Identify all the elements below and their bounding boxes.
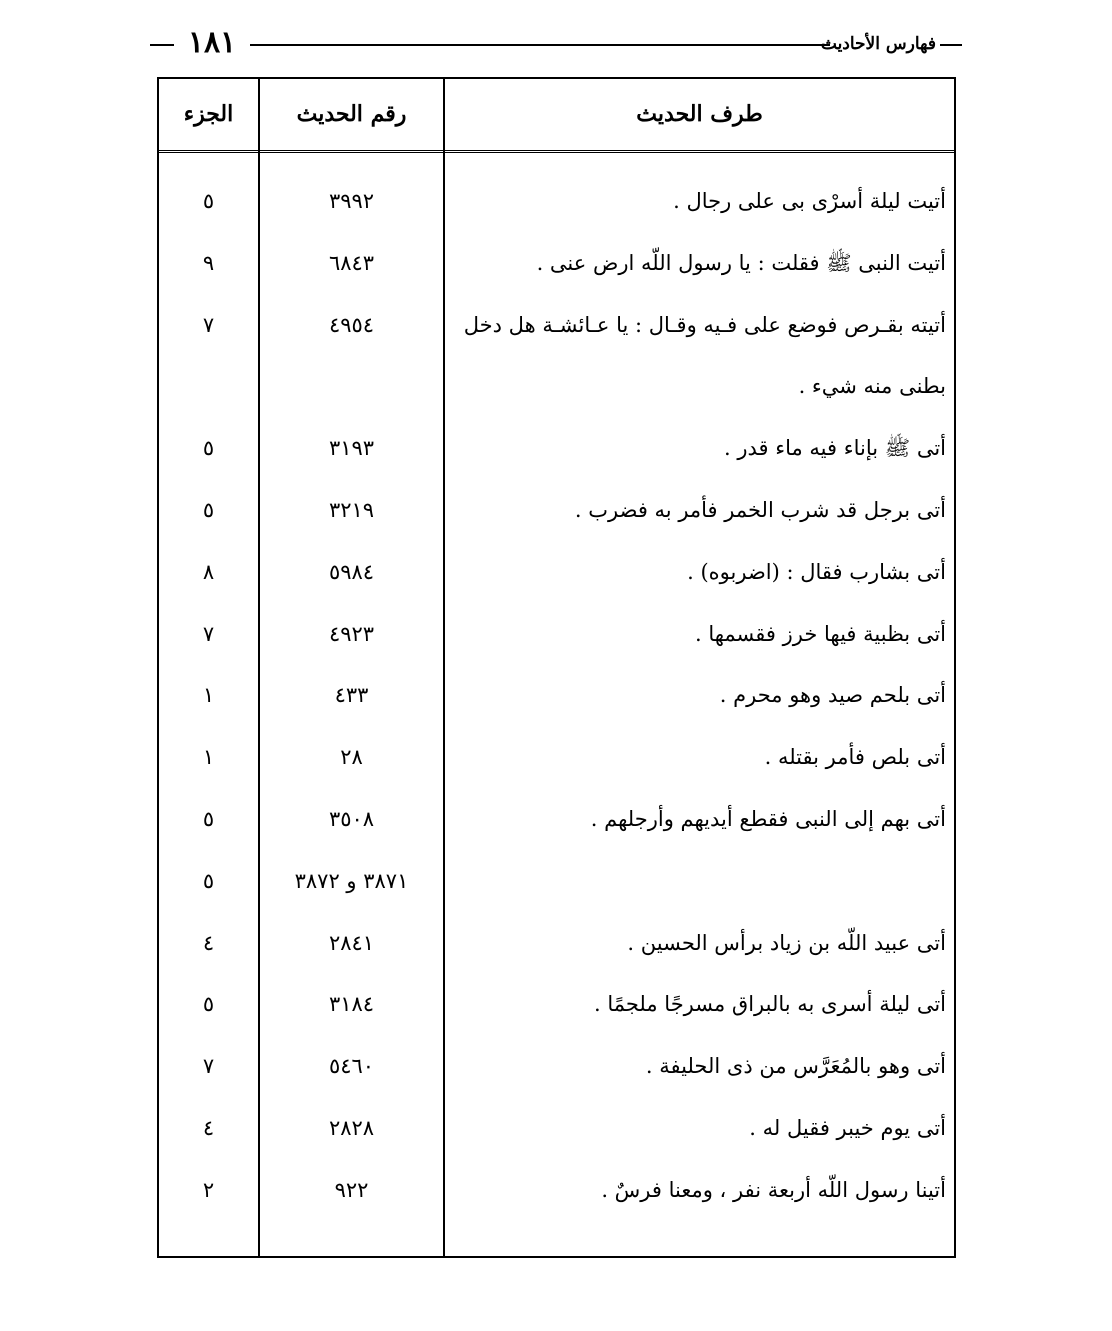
hadith-text-cell: أتى بظبية فيها خرز فقسمها . <box>694 621 946 646</box>
hadith-number-cell: ٢٨٤١ <box>328 930 375 955</box>
table-header-row <box>159 79 954 153</box>
header-rule-left <box>150 44 174 46</box>
hadith-number-cell: ٣٩٩٢ <box>328 189 375 213</box>
hadith-number-cell: ٣١٩٣ <box>328 436 375 461</box>
hadith-number-cell: ٥٩٨٤ <box>328 559 375 584</box>
volume-cell: ٥ <box>202 992 215 1017</box>
hadith-text-cell: أتيت النبى ﷺ فقلت : يا رسول اللّه ارض عنى . <box>536 250 946 275</box>
volume-cell: ٧ <box>202 312 215 337</box>
hadith-number-cell: ٣٨٧١ و ٣٨٧٢ <box>294 868 409 893</box>
table-row <box>159 1160 954 1222</box>
table-row <box>159 171 954 233</box>
hadith-text-cell: أتى بشارب فقال : (اضربوه) . <box>687 559 946 584</box>
table-row <box>159 665 954 727</box>
volume-cell: ٥ <box>202 806 215 831</box>
hadith-number-cell: ٩٢٢ <box>334 1177 369 1202</box>
hadith-number-cell: ٤٣٣ <box>334 683 369 708</box>
hadith-number-cell: ٣٥٠٨ <box>328 806 375 831</box>
hadith-index-table <box>157 77 956 1258</box>
hadith-number-cell: ٥٤٦٠ <box>328 1054 375 1079</box>
table-row <box>159 1036 954 1098</box>
section-title: فهارس الأحاديث <box>820 34 936 54</box>
hadith-text-cell: أتيته بقـرص فوضع على فـيه وقـال : يا عـائشـة هل دخل <box>463 312 946 337</box>
hadith-number-cell: ٤٩٢٣ <box>328 621 375 646</box>
hadith-text-cell: أتى وهو بالمُعَرَّس من ذى الحليفة . <box>645 1054 946 1079</box>
volume-cell: ١ <box>202 745 215 770</box>
table-row <box>159 542 954 604</box>
volume-cell: ٥ <box>202 868 215 893</box>
hadith-text-cell: أتى يوم خيبر فقيل له . <box>749 1115 946 1140</box>
hadith-text-cell: أتينا رسول اللّه أربعة نفر ، ومعنا فرسٌ . <box>601 1177 946 1202</box>
page-number: ١٨١ <box>187 25 237 60</box>
header-rule-right <box>940 44 962 46</box>
volume-cell: ٢ <box>202 1177 215 1202</box>
volume-cell: ١ <box>202 683 215 708</box>
table-row <box>159 604 954 666</box>
hadith-number-cell <box>260 356 443 418</box>
volume-cell: ٥ <box>202 436 215 461</box>
hadith-text-cell: أتى ليلة أسرى به بالبراق مسرجًا ملجمًا . <box>593 992 946 1017</box>
hadith-number-cell: ٢٨ <box>340 745 363 770</box>
column-header-hadith-number: رقم الحديث <box>296 101 407 127</box>
volume-cell: ٤ <box>202 1115 215 1140</box>
hadith-number-cell: ٣٢١٩ <box>328 497 375 522</box>
hadith-text-cell: أتى بهم إلى النبى فقطع أيديهم وأرجلهم . <box>590 806 946 831</box>
hadith-text-cell: أتى برجل قد شرب الخمر فأمر به فضرب . <box>574 497 946 522</box>
hadith-number-cell: ٢٨٢٨ <box>328 1115 375 1140</box>
column-header-volume: الجزء <box>183 101 234 127</box>
table-row <box>159 913 954 975</box>
hadith-text-cell: أتى بلص فأمر بقتله . <box>764 745 946 770</box>
table-row <box>159 789 954 851</box>
hadith-text-cell: أتيت ليلة أسرْى بى على رجال . <box>673 189 946 213</box>
column-header-hadith-text: طرف الحديث <box>636 101 763 127</box>
table-row <box>159 480 954 542</box>
volume-cell: ٧ <box>202 1054 215 1079</box>
volume-cell: ٩ <box>202 250 215 275</box>
volume-cell: ٥ <box>202 189 215 213</box>
table-row <box>159 295 954 357</box>
header-rule-middle <box>250 44 830 46</box>
volume-cell: ٨ <box>202 559 215 584</box>
hadith-number-cell: ٣١٨٤ <box>328 992 375 1017</box>
table-row <box>159 851 954 913</box>
running-header <box>150 26 962 60</box>
hadith-text-cell: بطنى منه شيء . <box>798 374 946 399</box>
hadith-text-cell: أتى ﷺ بإناء فيه ماء قدر . <box>724 436 946 461</box>
volume-cell: ٧ <box>202 621 215 646</box>
volume-cell <box>159 356 258 418</box>
volume-cell: ٤ <box>202 930 215 955</box>
hadith-text-cell <box>445 851 946 913</box>
table-row-continuation <box>159 356 954 418</box>
hadith-number-cell: ٦٨٤٣ <box>328 250 375 275</box>
hadith-number-cell: ٤٩٥٤ <box>328 312 375 337</box>
table-row <box>159 974 954 1036</box>
table-row <box>159 233 954 295</box>
table-row <box>159 1098 954 1160</box>
table-row <box>159 727 954 789</box>
hadith-text-cell: أتى عبيد اللّه بن زياد برأس الحسين . <box>627 930 946 955</box>
hadith-text-cell: أتى بلحم صيد وهو محرم . <box>719 683 946 708</box>
table-row <box>159 418 954 480</box>
table-body <box>159 171 954 1222</box>
volume-cell: ٥ <box>202 497 215 522</box>
